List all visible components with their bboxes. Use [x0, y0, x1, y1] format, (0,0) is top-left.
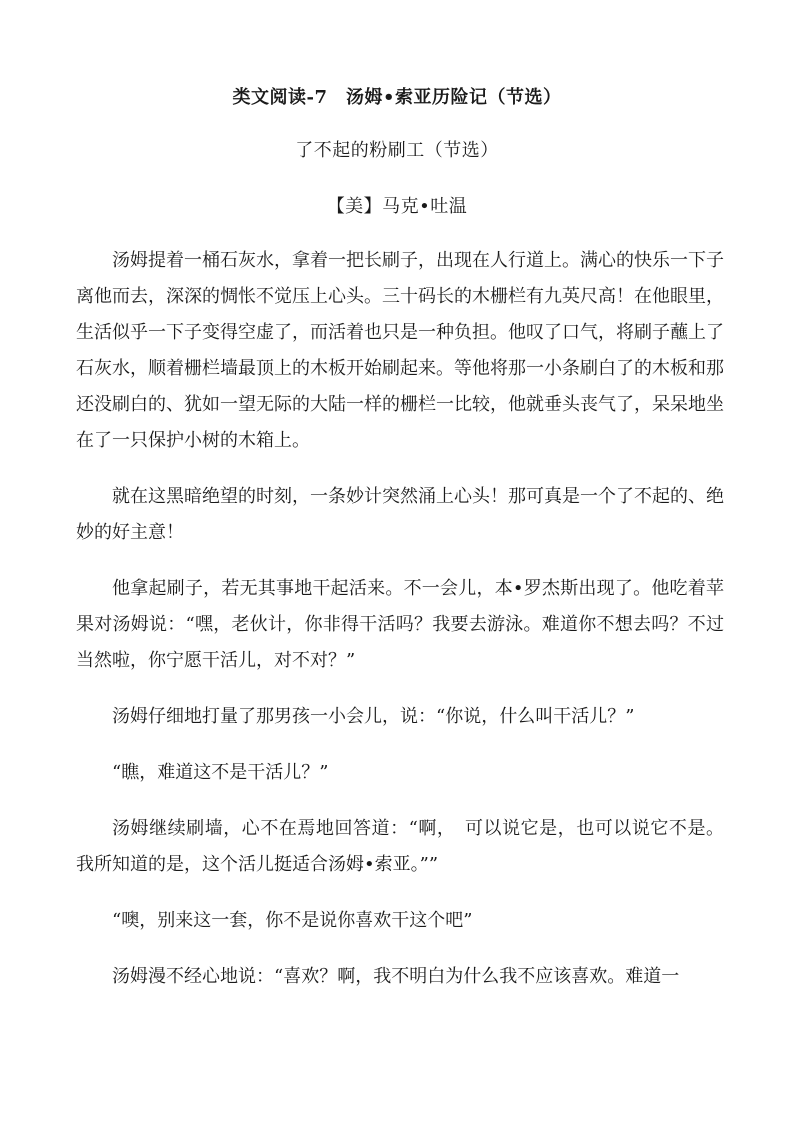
paragraph: 汤姆仔细地打量了那男孩一小会儿，说：“你说，什么叫干活儿？”	[112, 706, 635, 727]
paragraph: 他拿起刷子，若无其事地干起活来。不一会儿，本•罗杰斯出现了。他吃着苹果对汤姆说：“嘿，老伙计，你非得干活吗？我要去游泳。难道你不想去吗？不过当然啦，你宁愿干活儿，对不对？”	[76, 578, 724, 671]
paragraph: 汤姆漫不经心地说：“喜欢？啊，我不明白为什么我不应该喜欢。难道一	[112, 966, 680, 987]
document-author: 【美】马克•吐温	[326, 196, 468, 217]
paragraph: 汤姆提着一桶石灰水，拿着一把长刷子，出现在人行道上。满心的快乐一下子离他而去，深深的惆怅不觉压上心头。三十码长的木栅栏有九英尺高！在他眼里，生活似乎一下子变得空虚了，而活着也只是一种负担。他叹了口气，将刷子蘸上了石灰水，顺着栅栏墙最顶上的木板开始刷起来。等他将那一小条刷白了的木板和那还没刷白的、犹如一望无际的大陆一样的栅栏一比较，他就垂头丧气了，呆呆地坐在了一只保护小树的木箱上。	[76, 250, 724, 451]
paragraph: “噢，别来这一套，你不是说你喜欢干这个吧”	[112, 910, 473, 931]
paragraph: 就在这黑暗绝望的时刻，一条妙计突然涌上心头！那可真是一个了不起的、绝妙的好主意！	[76, 486, 724, 543]
paragraph: 汤姆继续刷墙，心不在焉地回答道：“啊， 可以说它是，也可以说它不是。我所知道的是，这个活儿挺适合汤姆•索亚。””	[76, 818, 724, 875]
paragraph: “瞧，难道这不是干活儿？”	[112, 762, 329, 783]
document-body	[76, 243, 724, 1015]
document-subtitle: 了不起的粉刷工（节选）	[295, 140, 499, 161]
document-title: 类文阅读-7 汤姆•索亚历险记（节选）	[232, 87, 562, 108]
